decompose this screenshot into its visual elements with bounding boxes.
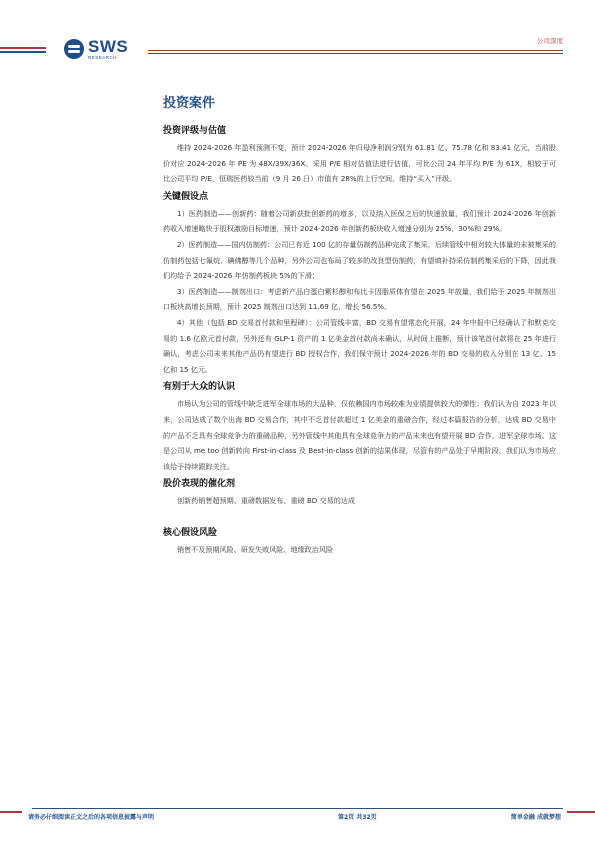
footer-disclaimer: 请务必仔细阅读正文之后的各项信息披露与声明 [28, 813, 155, 821]
header-rule-secondary [148, 53, 563, 54]
logo-subtext: RESEARCH [88, 55, 118, 60]
header-decoration-stripes [0, 47, 46, 55]
section-heading-risk: 核心假设风险 [163, 527, 218, 538]
section-heading-assumptions: 关键假设点 [163, 191, 209, 202]
logo-text: SWS [88, 37, 129, 56]
main-content [163, 92, 556, 561]
footer-rule [32, 808, 563, 809]
risk-paragraph: 销售不及预期风险、研发失败风险、地缘政治风险 [177, 544, 334, 554]
different-paragraph: 市场认为公司的管线中缺乏进军全球市场的大品种，仅依赖国内市场较难为业绩提供较大的弹性；我们认为自 2023 年以来，公司达成了数个出海 BD 交易合作，其中不乏首付款超过 1 亿美金的重磅合作，经过本篇报告的分析，达成 BD 交易中的产品不乏具有全球竞争力的重磅品种，另外管线中其他具有全球竞争力的产品未来也有望开展 BD 合作，进军全球市场。这是公司从 me too 创新转向 First-in-class 及 Best-in-class 创新的结果体现，尽管有的产品处于早期阶段，我们认为市场应该给予持续跟踪关注。 [163, 399, 556, 471]
section-heading-catalyst: 股价表现的催化剂 [163, 479, 236, 490]
section-heading-rating: 投资评级与估值 [163, 126, 227, 136]
rating-paragraph: 维持 2024-2026 年盈利预测不变，预计 2024-2026 年归母净利润分别为 61.81 亿、75.78 亿和 83.41 亿元，当前股价对应 2024-2026 年 PE 为 48X/39X/36X。采用 P/E 相对估值法进行估值，可比公司 24 年平均 P/E 为 61X，相较于可比公司平均 P/E，恒瑞医药较当前（9 月 26 日）市值有 28%的上行空间，维持“买入”评级。 [163, 143, 556, 184]
assumption-paragraph-3: 3）医药制造——制剂出口：考虑新产品白蛋白紫杉醇和布比卡因脂质体有望在 2025 年放量，我们给予 2025 年制剂出口板块高增长预期，预计 2025 制剂出口达到 11.69 亿，增长 56.5%。 [163, 286, 556, 312]
page-title: 投资案件 [163, 96, 216, 111]
assumption-paragraph-4: 4）其他（包括 BD 交易首付款和里程碑）：公司管线丰富，BD 交易有望常态化开展，24 年中报中已经确认了和默克交易的 1.6 亿欧元首付款，另外还有 GLP-1 资产的 1 亿美金首付款尚未确认，从时间上推断，预计该笔首付款将在 25 年进行确认，考虑公司未来其他产品仍有望进行 BD 授权合作，我们保守预计 2024-2026 年的 BD 交易的收入分别在 13 亿、15 亿和 15 亿元。 [163, 317, 556, 374]
assumption-paragraph-2: 2）医药制造——国内仿制药：公司已有近 100 亿的存量仿制药品种完成了集采，后续管线中相对较大体量的未被集采的仿制药包括七氟烷、碘佛醇等几个品种，另外公司也布局了较多的改良型仿制药，有望填补持采仿制药集采后的下降，因此我们均给予 2024-2026 年仿制药板块 5%的下滑； [163, 239, 556, 281]
company-logo [64, 38, 128, 61]
catalyst-paragraph: 创新药销售超预期、重磅数据发布、重磅 BD 交易的达成 [177, 496, 355, 506]
header-rule [148, 50, 563, 51]
report-type-tag: 公司深度 [537, 37, 563, 45]
footer-slogan: 简单金融 成就梦想 [510, 813, 561, 821]
assumption-paragraph-1: 1）医药制造——创新药：随着公司新获批创新药的增多，以及纳入医保之后的快速放量，我们预计 2024-2026 年创新药收入增速略快于股权激励目标增速，预计 2024-2026 年创新药板块收入增速分别为 25%、30%和 29%。 [163, 208, 556, 234]
footer [0, 810, 595, 822]
logo-icon [64, 39, 84, 59]
footer-page-number: 第2页 共32页 [338, 813, 377, 821]
section-heading-different: 有别于大众的认识 [163, 382, 236, 393]
